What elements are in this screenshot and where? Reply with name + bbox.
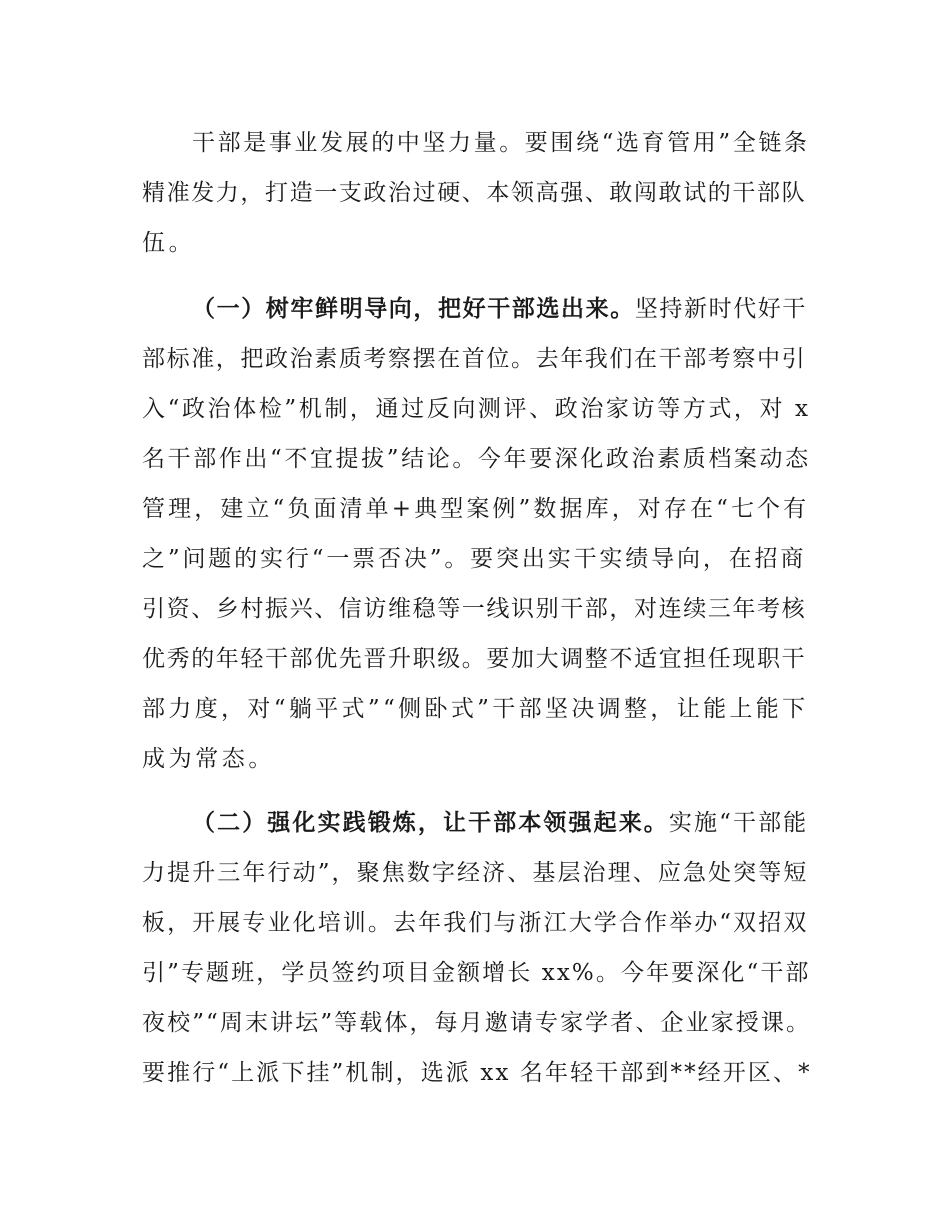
section2-first-line-rest: 实施“干部能 [668,810,809,836]
section1-line-6: 之”问题的实行“一票否决”。要突出实干实绩导向，在招商 [142,546,807,572]
section1-line-10: 成为常态。 [142,746,275,772]
section1-line-3: 入“政治体检”机制，通过反向测评、政治家访等方式，对 x [142,396,811,422]
section1-line-7: 引资、乡村振兴、信访维稳等一线识别干部，对连续三年考核 [142,596,807,622]
section1-line-8: 优秀的年轻干部优先晋升职级。要加大调整不适宜担任现职干 [142,646,807,672]
section1-line-9: 部力度，对“躺平式”“侧卧式”干部坚决调整，让能上能下 [142,696,809,722]
section1-line-4: 名干部作出“不宜提拔”结论。今年要深化政治素质档案动态 [142,446,811,472]
section2-line-5: 夜校”“周末讲坛”等载体，每月邀请专家学者、企业家授课。 [142,1010,812,1036]
section2-line-6: 要推行“上派下挂”机制，选派 xx 名年轻干部到**经开区、* [142,1060,812,1086]
section1-first-line-rest: 坚持新时代好干 [634,296,808,322]
section2-line-2: 力提升三年行动”，聚焦数字经济、基层治理、应急处突等短 [142,860,809,886]
section2-heading: （二）强化实践锻炼，让干部本领强起来。 [192,810,669,836]
section1-heading: （一）树牢鲜明导向，把好干部选出来。 [192,296,635,322]
intro-line-3: 伍。 [142,230,196,256]
section2-line-4: 引”专题班，学员签约项目金额增长 xx%。今年要深化“干部 [142,960,811,986]
section1-line-5: 管理，建立“负面清单+典型案例”数据库，对存在“七个有 [142,496,810,522]
section1-first-line [192,294,807,324]
intro-line-2: 精准发力，打造一支政治过硬、本领高强、敢闯敢试的干部队 [142,180,807,206]
section2-first-line [192,808,808,838]
intro-line-1: 干部是事业发展的中坚力量。要围绕“选育管用”全链条 [192,130,810,156]
section2-line-3: 板，开展专业化培训。去年我们与浙江大学合作举办“双招双 [142,910,809,936]
section1-line-2: 部标准，把政治素质考察摆在首位。去年我们在干部考察中引 [142,346,807,372]
